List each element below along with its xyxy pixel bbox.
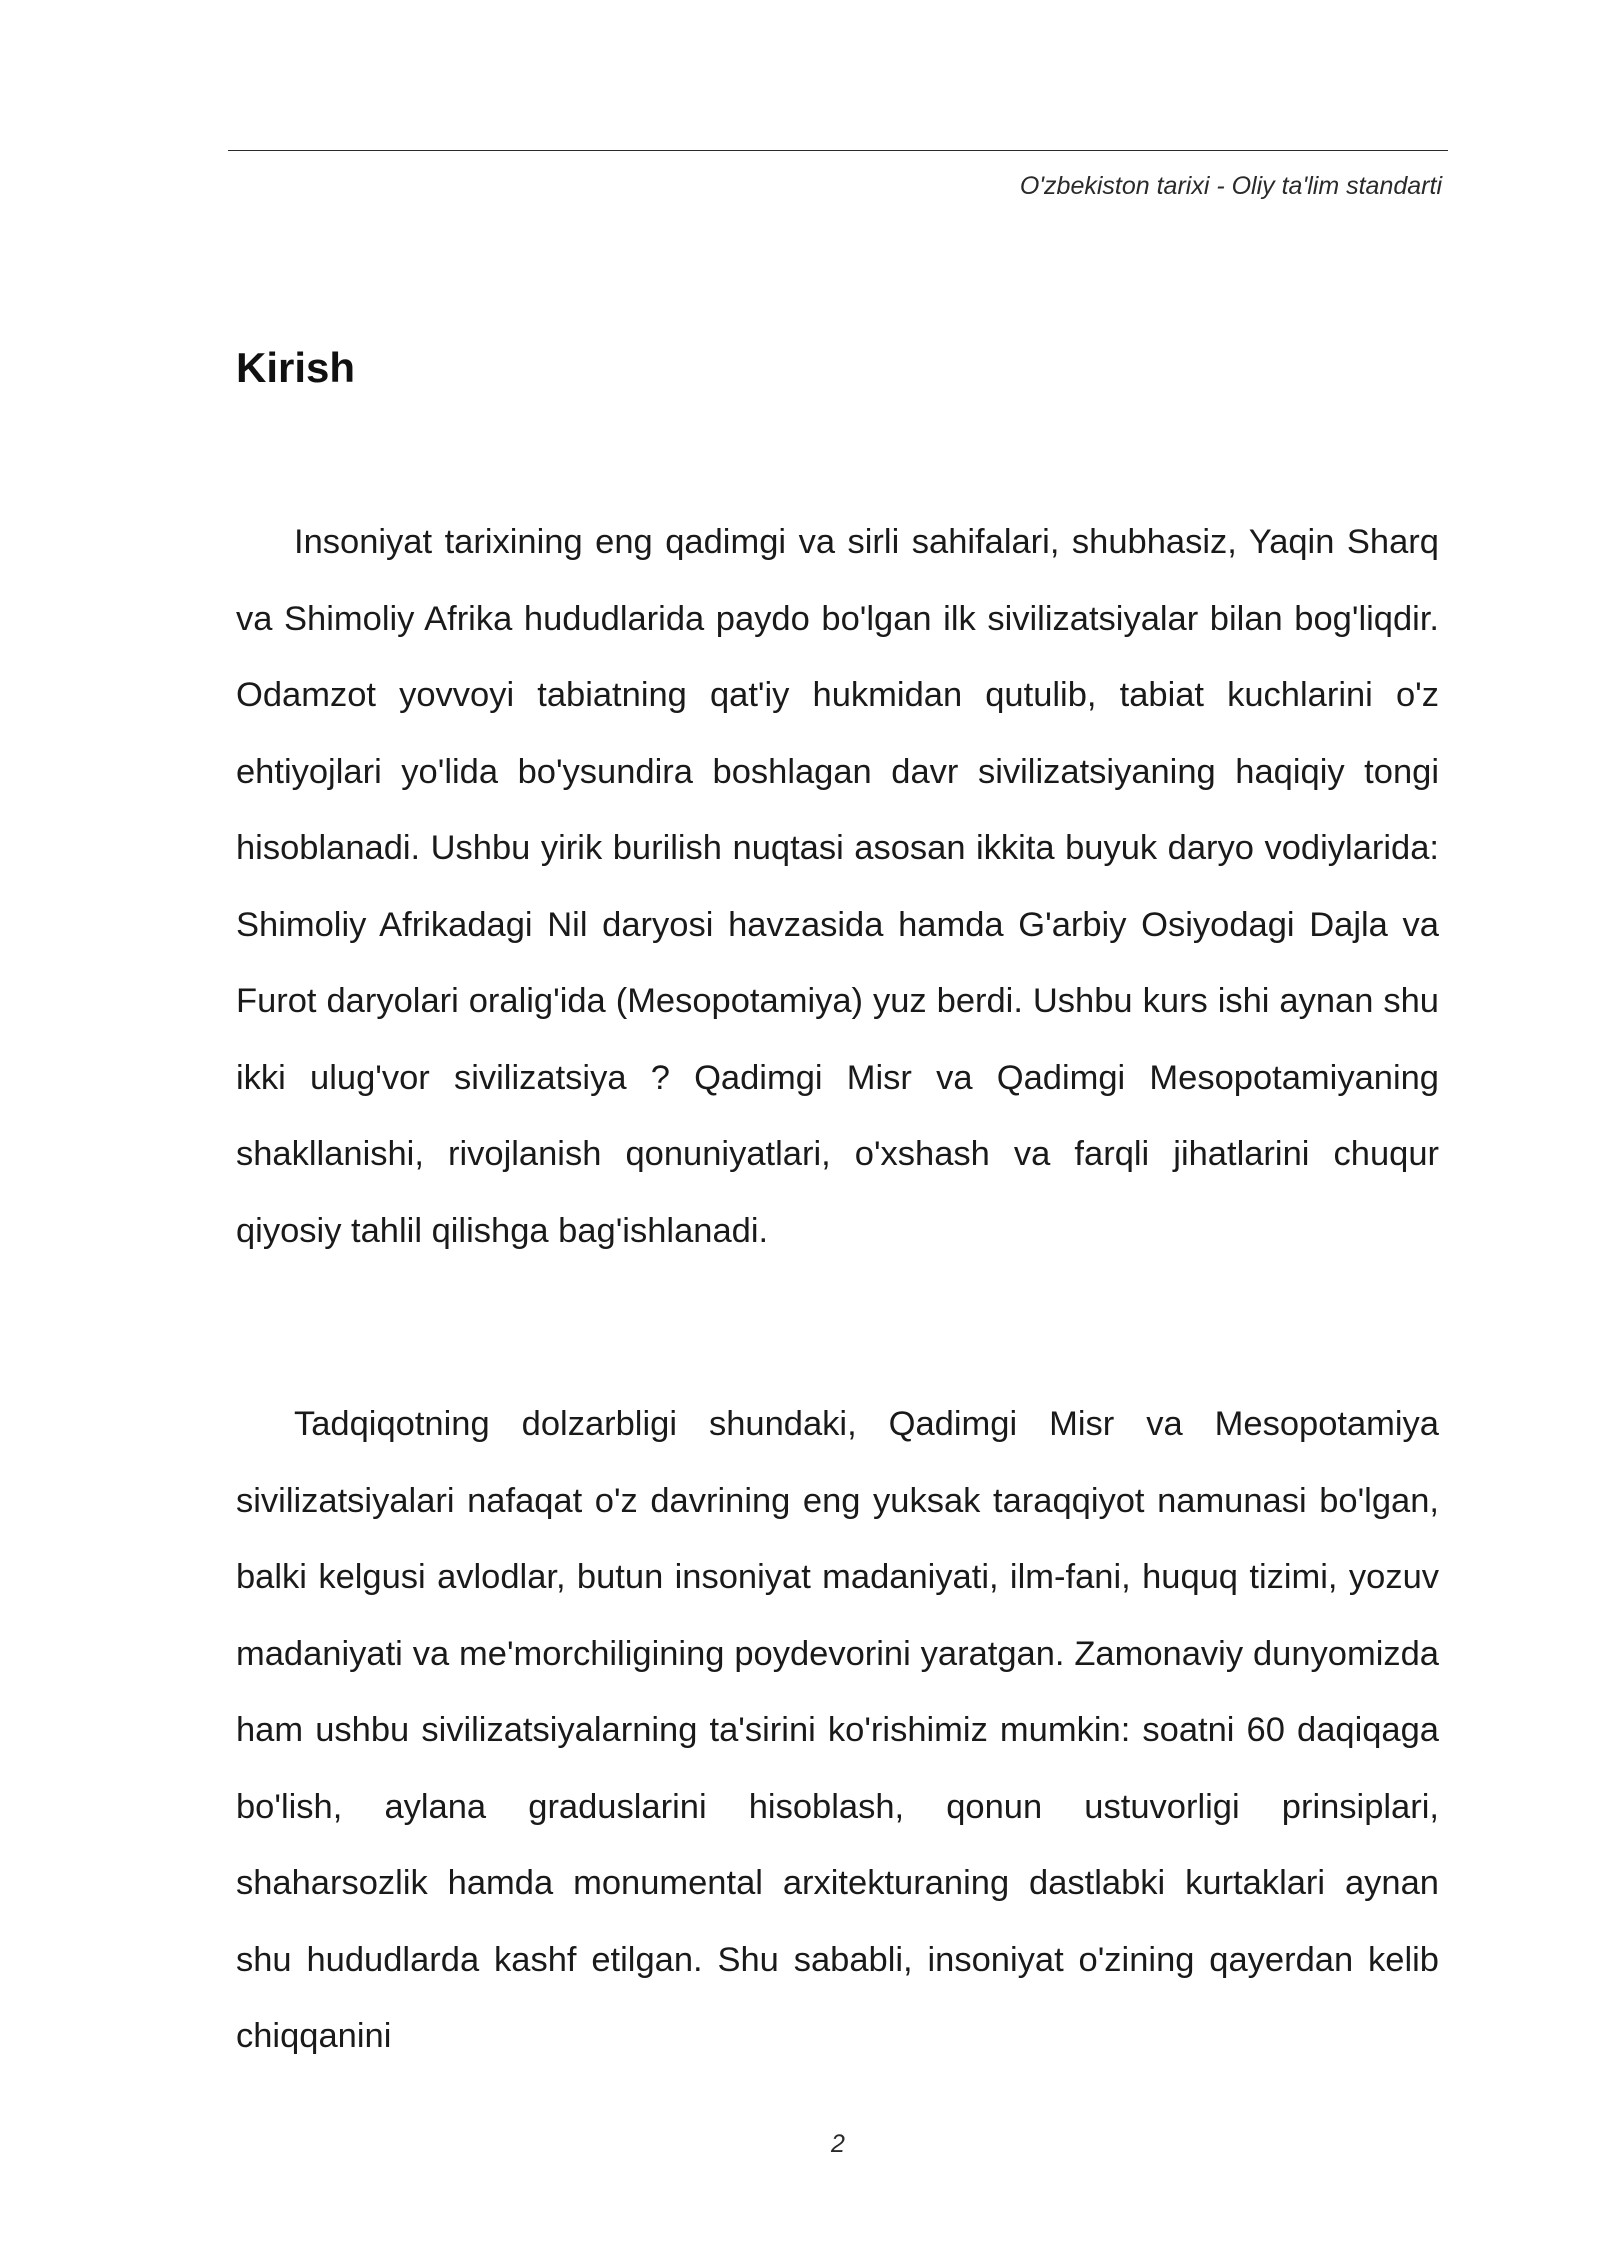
body-paragraph-2: Tadqiqotning dolzarbligi shundaki, Qadimgi Misr va Mesopotamiya sivilizatsiyalari nafaqat o'z davrining eng yuksak taraqqiyot namunasi bo'lgan, balki kelgusi avlodlar, butun insoniyat madaniyati, ilm-fani, huquq tizimi, yozuv madaniyati va me'morchiligining poydevorini yaratgan. Zamonaviy dunyomizda ham ushbu sivilizatsiyalarning ta'sirini ko'rishimiz mumkin: soatni 60 daqiqaga bo'lish, aylana graduslarini hisoblash, qonun ustuvorligi prinsiplari, shaharsozlik hamda monumental arxitekturaning dastlabki kurtaklari aynan shu hududlarda kashf etilgan. Shu sababli, insoniyat o'zining qayerdan kelib chiqqanini (236, 1405, 1439, 2055)
section-title: Kirish (236, 344, 356, 391)
page-number: 2 (831, 2130, 845, 2158)
header-rule (228, 150, 1448, 151)
running-header: O'zbekiston tarixi - Oliy ta'lim standarti (1019, 172, 1442, 200)
body-paragraph-1: Insoniyat tarixining eng qadimgi va sirli sahifalari, shubhasiz, Yaqin Sharq va Shimoliy Afrika hududlarida paydo bo'lgan ilk sivilizatsiyalar bilan bog'liqdir. Odamzot yovvoyi tabiatning qat'iy hukmidan qutulib, tabiat kuchlarini o'z ehtiyojlari yo'lida bo'ysundira boshlagan davr sivilizatsiyaning haqiqiy tongi hisoblanadi. Ushbu yirik burilish nuqtasi asosan ikkita buyuk daryo vodiylarida: Shimoliy Afrikadagi Nil daryosi havzasida hamda G'arbiy Osiyodagi Dajla va Furot daryolari oralig'ida (Mesopotamiya) yuz berdi. Ushbu kurs ishi aynan shu ikki ulug'vor sivilizatsiya ? Qadimgi Misr va Qadimgi Mesopotamiyaning shakllanishi, rivojlanish qonuniyatlari, o'xshash va farqli jihatlarini chuqur qiyosiy tahlil qilishga bag'ishlanadi. (236, 523, 1439, 1250)
